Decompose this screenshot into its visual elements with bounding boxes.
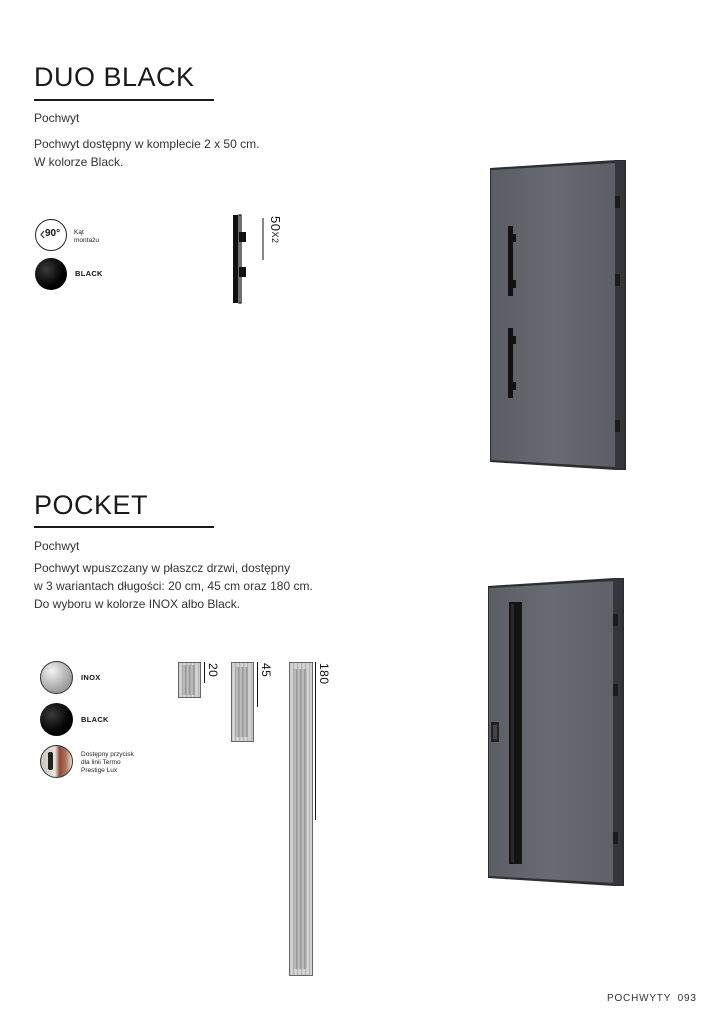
angle-90-value: 90° <box>45 228 61 239</box>
duo-door-image <box>488 158 638 474</box>
pocket-180-dim-line <box>315 662 316 820</box>
button-note-3: Prestige Lux <box>81 767 118 774</box>
pocket-length-20: 20 <box>206 663 220 678</box>
duo-title: DUO BLACK <box>34 62 195 92</box>
pocket-desc-line3: Do wyboru w kolorze INOX albo Black. <box>34 597 241 611</box>
footer-section: POCHWYTY <box>607 993 671 1004</box>
duo-dimension <box>268 216 283 243</box>
black-color-swatch-pocket <box>40 703 73 736</box>
pocket-black-label: BLACK <box>81 715 109 724</box>
pocket-desc-line1: Pochwyt wpuszczany w płaszcz drzwi, dostępny <box>34 561 291 575</box>
inox-color-swatch <box>40 661 73 694</box>
pocket-subtitle: Pochwyt <box>34 539 80 553</box>
pocket-title: POCKET <box>34 490 149 520</box>
angle-label-1: Kąt <box>74 229 84 236</box>
pocket-door-image <box>486 576 636 888</box>
duo-dimension-value: 50 <box>268 216 283 232</box>
pocket-handle-180 <box>289 662 313 976</box>
button-note-2: dla linii Termo <box>81 759 121 766</box>
pocket-length-45: 45 <box>259 663 273 678</box>
black-color-swatch <box>35 258 67 290</box>
pocket-20-dim-line <box>204 662 205 683</box>
button-note-1: Dostępny przycisk <box>81 751 134 758</box>
pocket-desc-line2: w 3 wariantach długości: 20 cm, 45 cm oraz 180 cm. <box>34 579 313 593</box>
duo-desc-line1: Pochwyt dostępny w komplecie 2 x 50 cm. <box>34 137 260 151</box>
page-footer <box>607 993 697 1004</box>
pocket-handle-45 <box>231 662 254 742</box>
duo-desc-line2: W kolorze Black. <box>34 155 124 169</box>
duo-black-label: BLACK <box>75 269 103 278</box>
pocket-length-180: 180 <box>317 663 331 685</box>
duo-dimension-mult: X2 <box>270 231 280 244</box>
footer-page-number: 093 <box>677 993 697 1004</box>
inox-label: INOX <box>81 673 101 682</box>
door-button-photo <box>40 745 73 778</box>
pocket-45-dim-line <box>257 662 258 707</box>
duo-title-rule <box>34 99 214 101</box>
angle-90-icon <box>35 219 67 251</box>
pocket-handle-20 <box>178 662 201 698</box>
duo-subtitle: Pochwyt <box>34 111 80 125</box>
duo-handle-drawing <box>228 212 268 308</box>
angle-label-2: montażu <box>74 237 99 244</box>
pocket-title-rule <box>34 526 214 528</box>
